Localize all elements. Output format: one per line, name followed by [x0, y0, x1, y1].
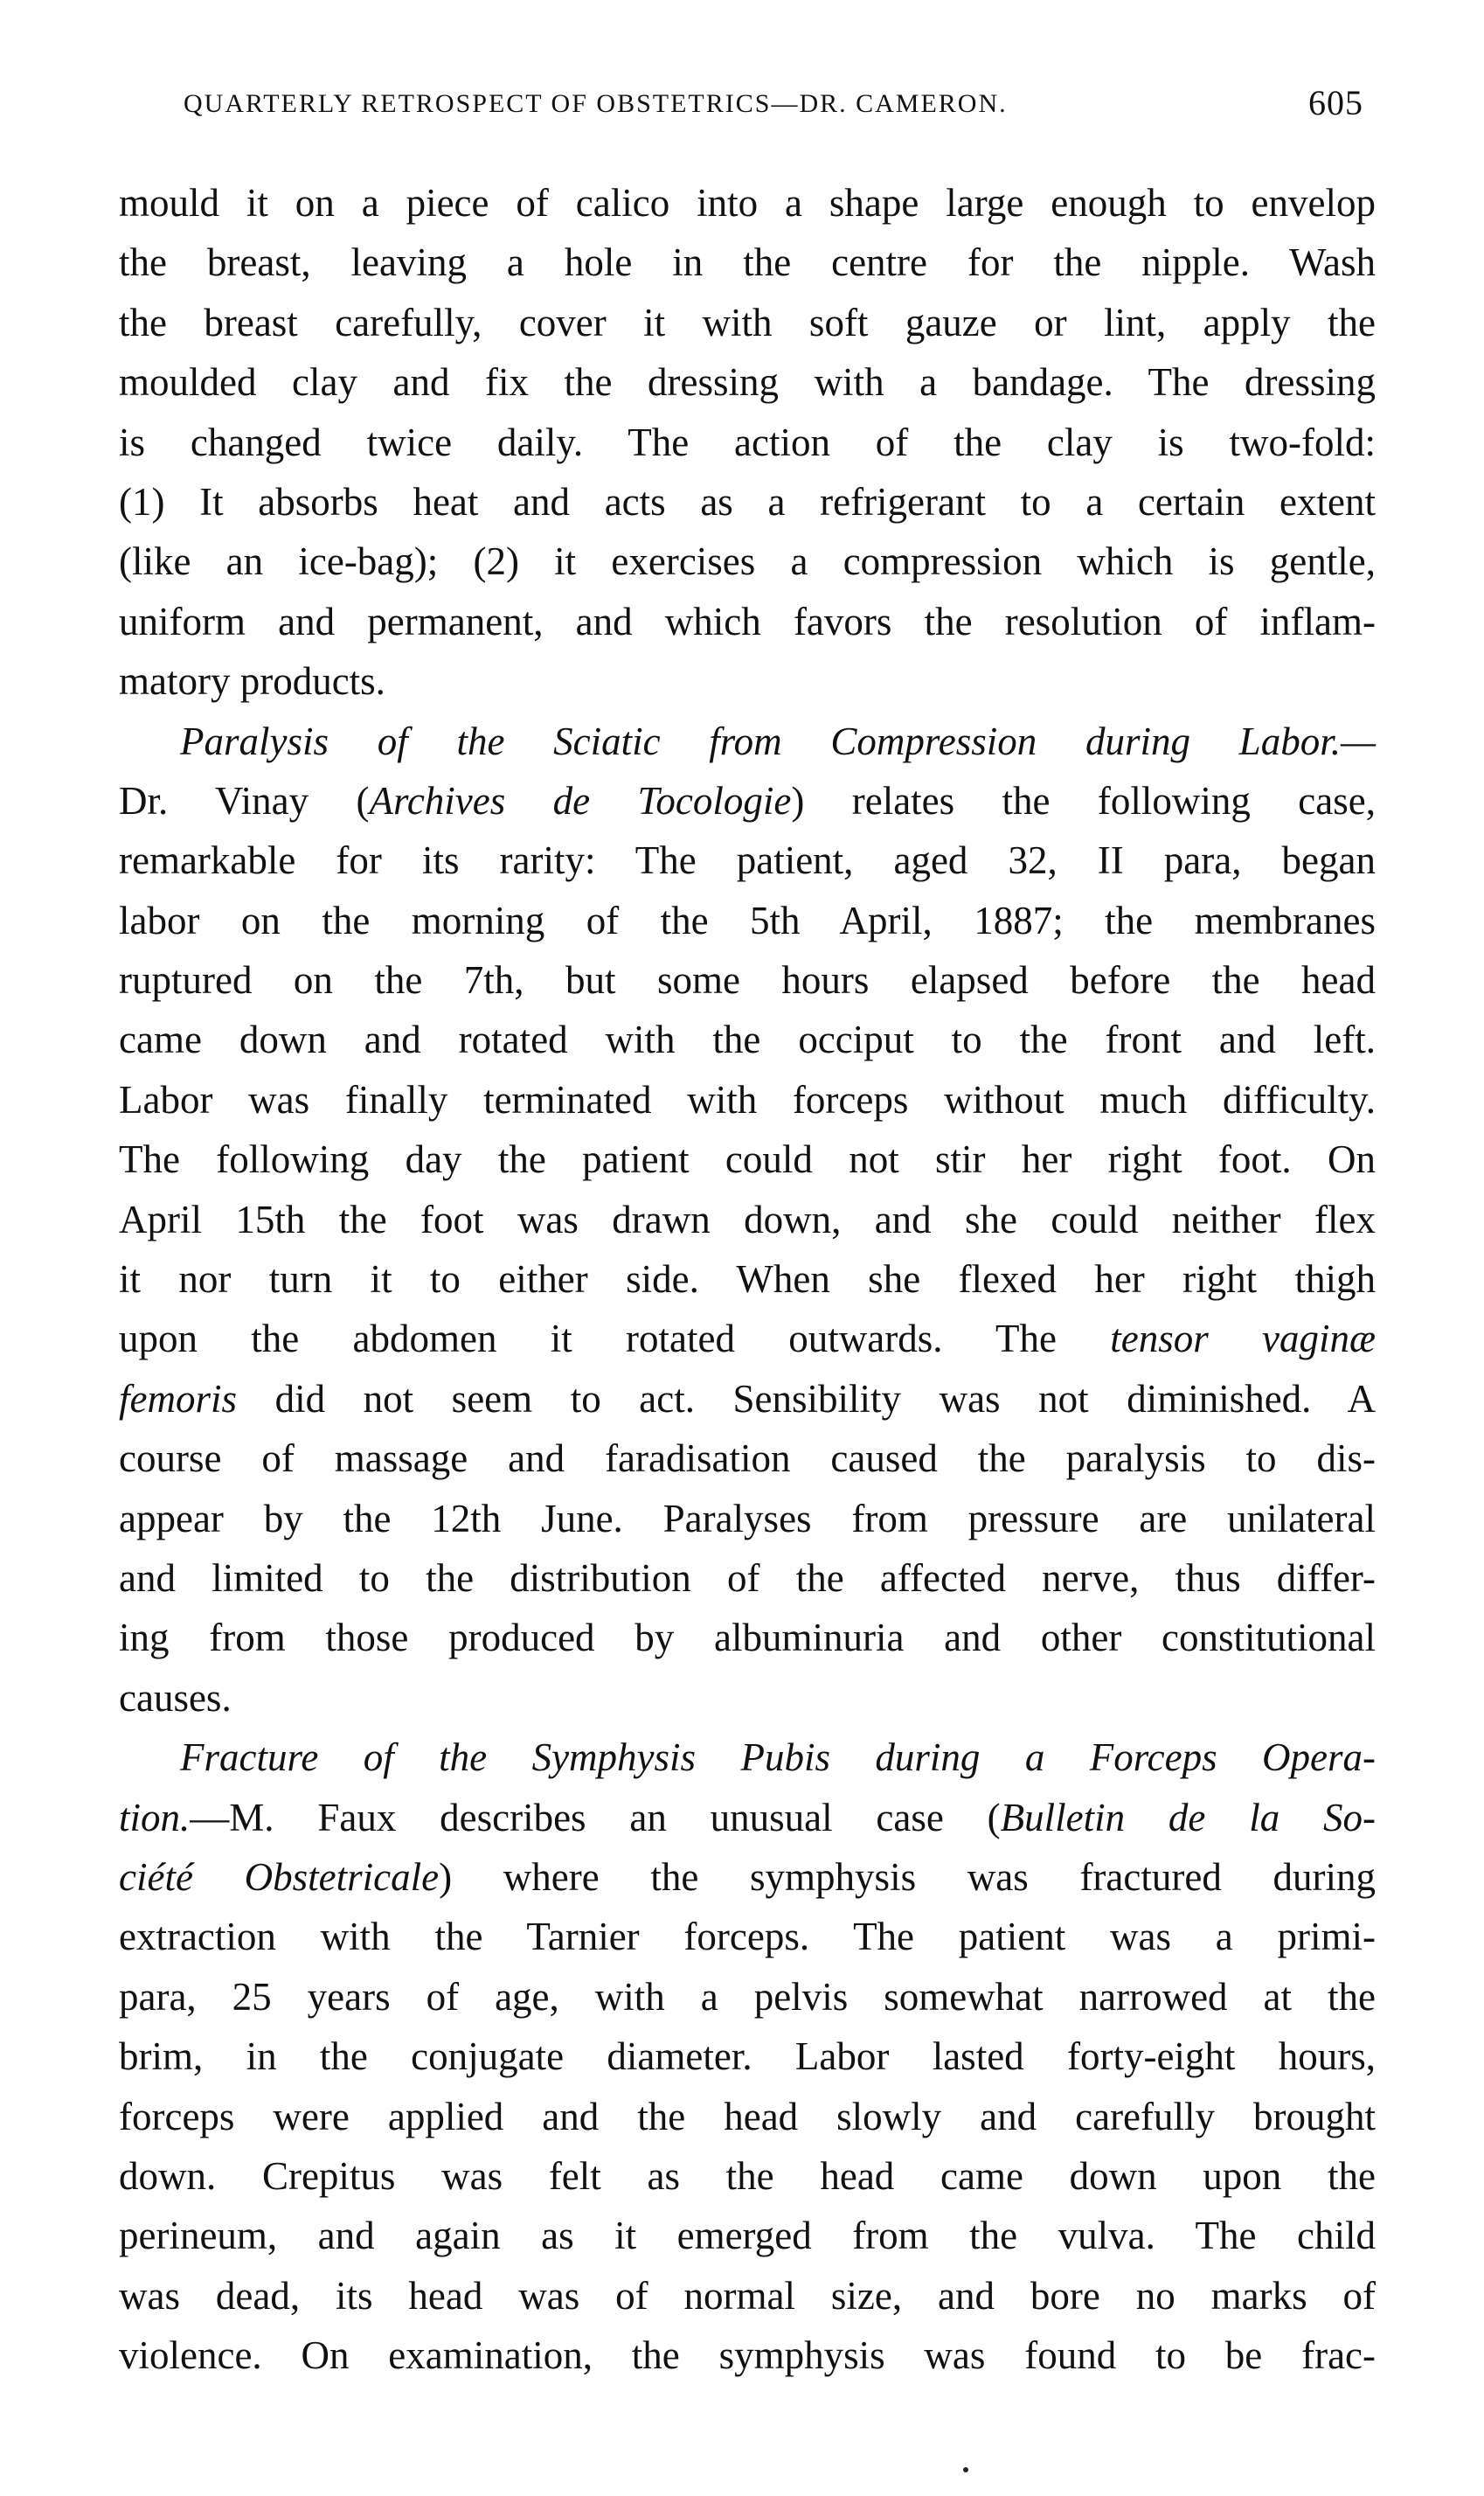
text-line: (1) It absorbs heat and acts as a refrigerant to a certain extent	[119, 479, 1376, 524]
text-line: remarkable for its rarity: The patient, aged 32, II para, began	[119, 838, 1376, 883]
section-heading-symphysis-cont: tion.	[119, 1795, 191, 1839]
text-line: course of massage and faradisation caused the paralysis to dis-	[119, 1436, 1376, 1481]
text-fragment: did not seem to act. Sensibility was not diminished. A	[274, 1376, 1377, 1421]
text-fragment: ) relates the following case,	[791, 778, 1376, 823]
text-line: forceps were applied and the head slowly and carefully brought	[119, 2094, 1376, 2138]
text-line: the breast, leaving a hole in the centre for the nipple. Wash	[119, 240, 1376, 285]
page-number: 605	[1308, 83, 1363, 122]
text-fragment: upon the abdomen it rotated outwards. The	[119, 1317, 1057, 1361]
latin-term: femoris	[119, 1376, 237, 1421]
body-text	[119, 173, 1376, 2385]
section-heading-sciatic: Paralysis of the Sciatic from Compression during Labor.—	[180, 719, 1376, 763]
text-line: brim, in the conjugate diameter. Labor lasted forty-eight hours,	[119, 2034, 1376, 2079]
running-title: QUARTERLY RETROSPECT OF OBSTETRICS—DR. CAMERON.	[184, 89, 1008, 118]
text-fragment: Dr. Vinay (	[119, 778, 370, 823]
text-line: Labor was finally terminated with forceps without much difficulty.	[119, 1077, 1376, 1122]
text-line	[119, 1788, 1376, 1847]
text-fragment: ) where the symphysis was fractured during	[439, 1854, 1376, 1899]
text-line: ing from those produced by albuminuria and other constitutional	[119, 1616, 1376, 1660]
text-line	[119, 1369, 1376, 1429]
journal-title: Bulletin de la So-	[1000, 1795, 1376, 1839]
ink-speck	[963, 2467, 968, 2472]
text-line: The following day the patient could not stir her right foot. On	[119, 1137, 1376, 1182]
text-line: moulded clay and fix the dressing with a bandage. The dressing	[119, 360, 1376, 405]
text-line: was dead, its head was of normal size, and bore no marks of	[119, 2273, 1376, 2318]
latin-term: tensor vaginæ	[1110, 1317, 1377, 1361]
text-line: uniform and permanent, and which favors the resolution of inflam-	[119, 599, 1376, 643]
section-heading-symphysis: Fracture of the Symphysis Pubis during a Forceps Opera-	[180, 1735, 1376, 1780]
journal-title: Archives de Tocologie	[369, 778, 792, 823]
text-line	[119, 771, 1376, 831]
text-fragment: —M. Faux describes an unusual case (	[190, 1795, 1001, 1839]
text-line	[119, 1309, 1376, 1368]
text-line: the breast carefully, cover it with soft gauze or lint, apply the	[119, 300, 1376, 344]
text-line: matory products.	[119, 659, 385, 704]
text-line: appear by the 12th June. Paralyses from pressure are unilateral	[119, 1496, 1376, 1540]
text-line: perineum, and again as it emerged from the vulva. The child	[119, 2214, 1376, 2258]
journal-title: ciété Obstetricale	[119, 1854, 440, 1899]
text-line: violence. On examination, the symphysis was found to be frac-	[119, 2333, 1376, 2378]
text-line: mould it on a piece of calico into a shape large enough to envelop	[119, 181, 1376, 225]
text-line: extraction with the Tarnier forceps. The patient was a primi-	[119, 1915, 1376, 1959]
text-line: it nor turn it to either side. When she flexed her right thigh	[119, 1257, 1376, 1302]
running-head	[184, 80, 1363, 133]
paragraph-clay-dressing	[119, 173, 1376, 712]
text-line: ruptured on the 7th, but some hours elapsed before the head	[119, 958, 1376, 1003]
text-line: is changed twice daily. The action of the clay is two-fold:	[119, 420, 1376, 464]
text-line: para, 25 years of age, with a pelvis somewhat narrowed at the	[119, 1974, 1376, 2019]
text-line	[119, 1847, 1376, 1907]
text-line: came down and rotated with the occiput to the front and left.	[119, 1018, 1376, 1062]
text-line: down. Crepitus was felt as the head came down upon the	[119, 2153, 1376, 2198]
paragraph-sciatic-paralysis	[119, 712, 1376, 1728]
text-line: and limited to the distribution of the affected nerve, thus differ-	[119, 1555, 1376, 1600]
text-line: labor on the morning of the 5th April, 1887; the membranes	[119, 898, 1376, 942]
text-line: April 15th the foot was drawn down, and she could neither flex	[119, 1197, 1376, 1241]
paragraph-symphysis-fracture	[119, 1728, 1376, 2385]
text-line: (like an ice-bag); (2) it exercises a compression which is gentle,	[119, 539, 1376, 584]
text-line: causes.	[119, 1675, 232, 1720]
